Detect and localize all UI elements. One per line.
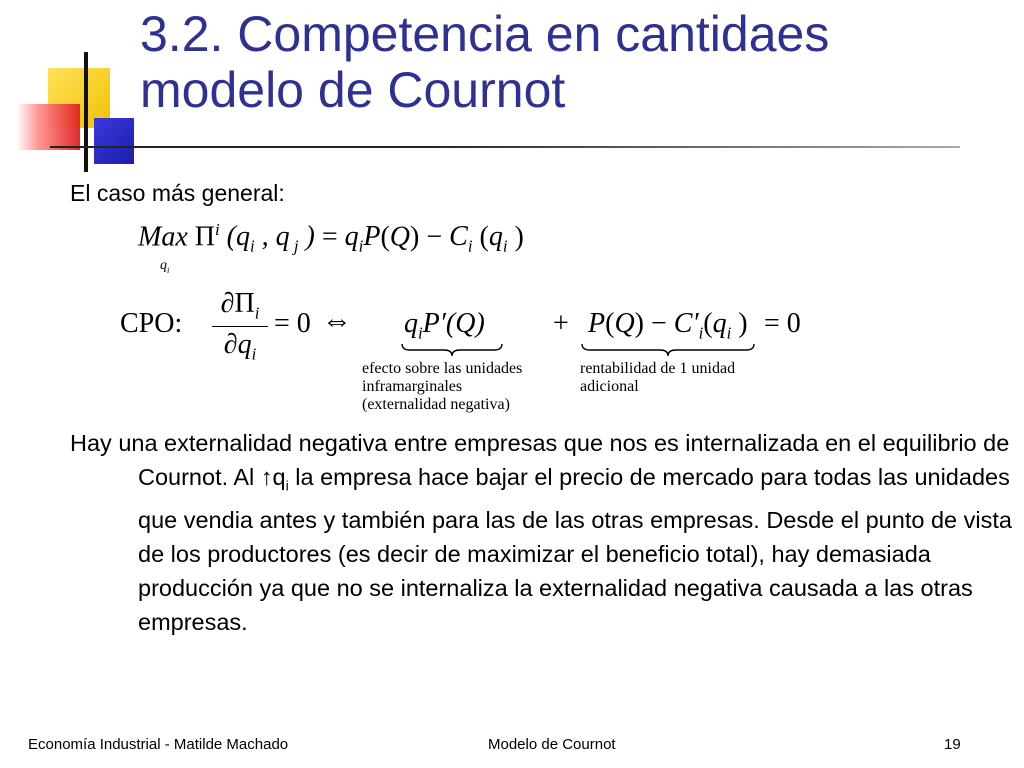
fraction-numerator: $\partial\Pi_i$	[212, 288, 268, 327]
fraction-denominator: $\partial q_i$	[223, 328, 257, 364]
max-subscript: $q_i$	[160, 258, 170, 275]
deco-red-square	[16, 104, 80, 150]
note-inframarginal-effect: efecto sobre las unidades inframarginales (externalidad negativa)	[362, 360, 523, 413]
subtitle: El caso más general:	[70, 180, 285, 206]
profit-arguments: ($q_i$ , q $_j$ )	[226, 221, 315, 256]
footer-author: Economía Industrial - Matilde Machado	[28, 736, 289, 753]
page-number: 19	[944, 736, 961, 753]
note-additional-unit: rentabilidad de 1 unidad adicional	[580, 360, 736, 395]
title-line-2: modelo de Cournot	[140, 62, 566, 118]
body-paragraph: Hay una externalidad negativa entre empresas que nos es internalizada en el equilibrio de Cournot. Al $↑q_i$ la empresa hace bajar el precio de mercado para todas las unidades que vendia antes y también para las de las otras empresas. Desde el punto de vista de los productores (es decir de maximizar el beneficio total), hay demasiada producción ya que no se internaliza la externalidad negativa causada a las otras empresas.	[70, 430, 1012, 635]
plus-sign: +	[553, 308, 569, 339]
partial-derivative-fraction	[212, 288, 268, 364]
inframarginal-term: $q_iP'(Q)$	[404, 308, 485, 343]
underbrace-1	[400, 342, 504, 358]
equation-rhs: = $q_iP(Q) - C_i$ ($q_i$ )	[321, 221, 524, 256]
cpo-label: CPO:	[120, 308, 183, 339]
iff-symbol: ⇔	[322, 304, 352, 337]
marginal-term: $P(Q) - C'_i(q_i$ )	[588, 308, 748, 343]
title-line-1: 3.2. Competencia en cantidaes	[140, 6, 830, 62]
profit-max-equation	[138, 220, 524, 257]
title-divider	[50, 146, 960, 148]
equals-zero-1: = 0	[274, 308, 311, 339]
deco-blue-square	[94, 118, 134, 164]
max-operator: Max	[138, 221, 188, 253]
profit-superscript: i	[215, 220, 220, 239]
equals-zero-2: = 0	[764, 308, 801, 339]
underbrace-2	[580, 342, 756, 358]
deco-vertical-line	[84, 52, 88, 172]
footer-topic: Modelo de Cournot	[488, 736, 616, 753]
profit-symbol: Π	[194, 221, 215, 253]
slide-title	[140, 6, 1000, 118]
